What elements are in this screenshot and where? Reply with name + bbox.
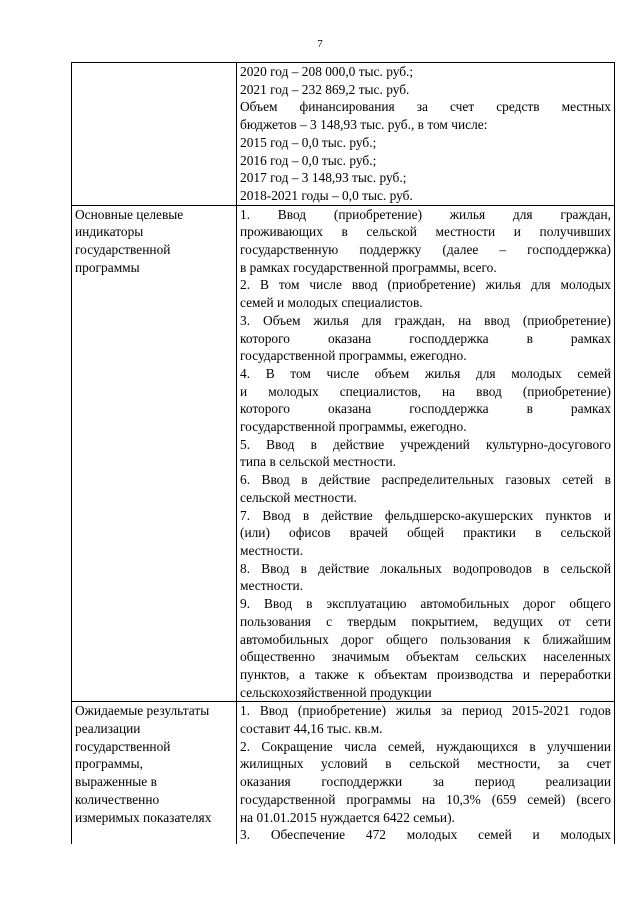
text-line: типа в сельской местности.	[240, 454, 397, 470]
label-cell	[72, 63, 237, 206]
text-line: (или) офисов врачей общей практики в сельской	[240, 525, 611, 541]
text-line: 2. В том числе ввод (приобретение) жилья для молодых	[240, 277, 611, 293]
text-line: 2016 год – 0,0 тыс. руб.;	[240, 152, 377, 168]
text-line: 2017 год – 3 148,93 тыс. руб.;	[240, 170, 407, 186]
program-passport-table	[71, 62, 615, 844]
text-line: 6. Ввод в действие распределительных газовых сетей в	[240, 472, 611, 488]
text-line: количественно	[75, 791, 160, 807]
text-line: 2. Сокращение числа семей, нуждающихся в улучшении	[240, 738, 611, 754]
value-cell	[237, 702, 615, 844]
text-line: Ожидаемые результаты	[75, 703, 210, 719]
text-line: жилищных условий в сельской местности, за счет	[240, 756, 611, 772]
text-line: проживающих в сельской местности и получивших	[240, 224, 611, 240]
text-line: которого оказана господдержка в рамках	[240, 330, 611, 346]
text-line: 8. Ввод в действие локальных водопроводов в сельской	[240, 560, 611, 576]
text-line: реализации	[75, 721, 141, 737]
text-line: 1. Ввод (приобретение) жилья за период 2015-2021 годов	[240, 703, 611, 719]
text-line: в рамках государственной программы, всего.	[240, 259, 497, 275]
text-line: 2015 год – 0,0 тыс. руб.;	[240, 134, 377, 150]
page-number: 7	[317, 38, 323, 50]
text-line: автомобильных дорог общего пользования к ближайшим	[240, 631, 611, 647]
text-line: 3. Обеспечение 472 молодых семей и молодых	[240, 827, 611, 843]
table-row	[72, 63, 615, 206]
text-line: сельскохозяйственной продукции	[240, 684, 432, 700]
value-cell	[237, 63, 615, 206]
text-line: государственной программы, ежегодно.	[240, 419, 467, 435]
text-line: 1. Ввод (приобретение) жилья для граждан,	[240, 206, 611, 222]
text-line: 7. Ввод в действие фельдшерско-акушерских пунктов и	[240, 507, 611, 523]
text-line: местности.	[240, 542, 304, 558]
text-line: 9. Ввод в эксплуатацию автомобильных дорог общего	[240, 596, 611, 612]
text-line: семей и молодых специалистов.	[240, 295, 423, 311]
text-line: местности.	[240, 578, 304, 594]
text-line: Основные целевые	[75, 206, 184, 222]
text-line: государственную поддержку (далее – господдержка)	[240, 242, 611, 258]
text-line: государственной	[75, 738, 171, 754]
text-line: на 01.01.2015 нуждается 6422 семьи).	[240, 809, 455, 825]
text-line: индикаторы	[75, 224, 144, 240]
text-line: пользования с твердым покрытием, ведущих от сети	[240, 613, 611, 629]
text-line: 4. В том числе объем жилья для молодых семей	[240, 365, 611, 381]
text-line: 2021 год – 232 869,2 тыс. руб.	[240, 81, 410, 97]
text-line: пунктов, а также к объектам производства и переработки	[240, 666, 611, 682]
text-line: 3. Объем жилья для граждан, на ввод (приобретение)	[240, 312, 611, 328]
text-line: программы,	[75, 756, 143, 772]
text-line: сельской местности.	[240, 489, 357, 505]
table-row	[72, 205, 615, 702]
text-line: 5. Ввод в действие учреждений культурно-досугового	[240, 436, 611, 452]
text-line: измеримых показателях	[75, 809, 212, 825]
text-line: оказания господдержки за период реализации	[240, 774, 611, 790]
label-cell	[72, 205, 237, 702]
text-line: бюджетов – 3 148,93 тыс. руб., в том числе:	[240, 117, 488, 133]
text-line: и молодых специалистов, на ввод (приобретение)	[240, 383, 611, 399]
text-line: выраженные в	[75, 774, 157, 790]
value-cell	[237, 205, 615, 702]
label-cell	[72, 702, 237, 844]
text-line: составит 44,16 тыс. кв.м.	[240, 721, 383, 737]
text-line: 2018-2021 годы – 0,0 тыс. руб.	[240, 187, 413, 203]
text-line: государственной программы, ежегодно.	[240, 348, 467, 364]
text-line: программы	[75, 259, 140, 275]
text-line: государственной программы на 10,3% (659 семей) (всего	[240, 791, 611, 807]
text-line: Объем финансирования за счет средств местных	[240, 99, 611, 115]
text-line: общественно значимым объектам сельских населенных	[240, 649, 611, 665]
text-line: 2020 год – 208 000,0 тыс. руб.;	[240, 64, 414, 79]
table-row	[72, 702, 615, 844]
text-line: которого оказана господдержка в рамках	[240, 401, 611, 417]
text-line: государственной	[75, 242, 171, 258]
